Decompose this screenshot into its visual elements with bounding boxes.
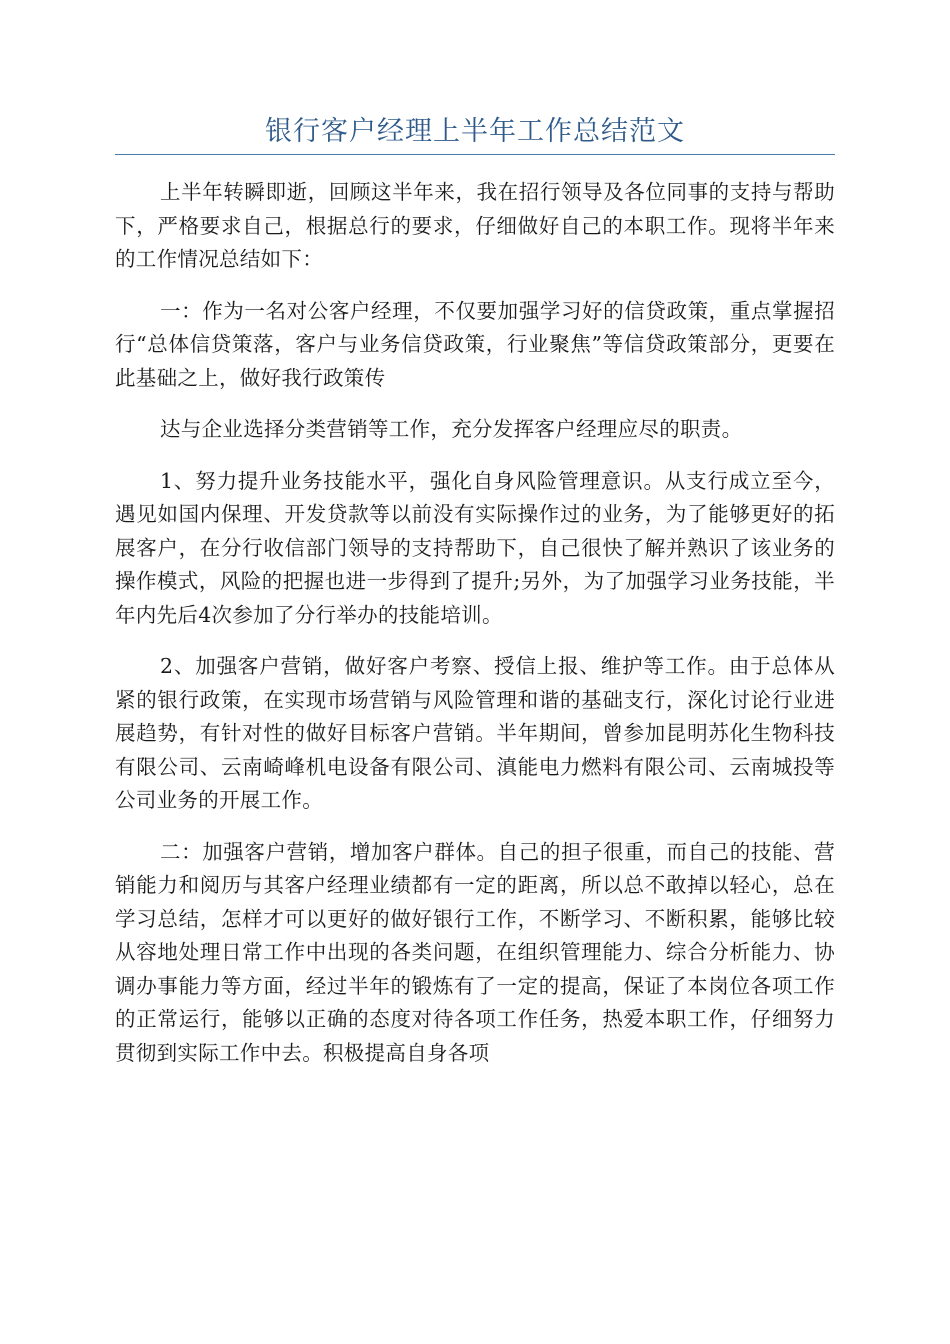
paragraph-intro: 上半年转瞬即逝，回顾这半年来，我在招行领导及各位同事的支持与帮助下，严格要求自己，根据总行的要求，仔细做好自己的本职工作。现将半年来的工作情况总结如下：	[115, 180, 835, 271]
paragraph-section-one-continued: 达与企业选择分类营销等工作，充分发挥客户经理应尽的职责。	[160, 417, 743, 441]
document-body	[115, 176, 835, 1088]
paragraph-item-1: 1、努力提升业务技能水平，强化自身风险管理意识。从支行成立至今，遇见如国内保理、开发贷款等以前没有实际操作过的业务，为了能够更好的拓展客户，在分行收信部门领导的支持帮助下，自己很快了解并熟识了该业务的操作模式，风险的把握也进一步得到了提升;另外，为了加强学习业务技能，半年内先后4次参加了分行举办的技能培训。	[115, 468, 835, 627]
paragraph-section-two: 二：加强客户营销，增加客户群体。自己的担子很重，而自己的技能、营销能力和阅历与其客户经理业绩都有一定的距离，所以总不敢掉以轻心，总在学习总结，怎样才可以更好的做好银行工作，不断学习、不断积累，能够比较从容地处理日常工作中出现的各类问题，在组织管理能力、综合分析能力、协调办事能力等方面，经过半年的锻炼有了一定的提高，保证了本岗位各项工作的正常运行，能够以正确的态度对待各项工作任务，热爱本职工作，仔细努力贯彻到实际工作中去。积极提高自身各项	[115, 839, 835, 1065]
document-title: 银行客户经理上半年工作总结范文	[265, 116, 685, 147]
title-underline	[115, 154, 835, 155]
paragraph-section-one: 一：作为一名对公客户经理，不仅要加强学习好的信贷政策，重点掌握招行“总体信贷策落，客户与业务信贷政策，行业聚焦”等信贷政策部分，更要在此基础之上，做好我行政策传	[115, 298, 835, 390]
paragraph-item-2: 2、加强客户营销，做好客户考察、授信上报、维护等工作。由于总体从紧的银行政策，在实现市场营销与风险管理和谐的基础支行，深化讨论行业进展趋势，有针对性的做好目标客户营销。半年期间，曾参加昆明苏化生物科技有限公司、云南崎峰机电设备有限公司、滇能电力燃料有限公司、云南城投等公司业务的开展工作。	[115, 654, 835, 812]
